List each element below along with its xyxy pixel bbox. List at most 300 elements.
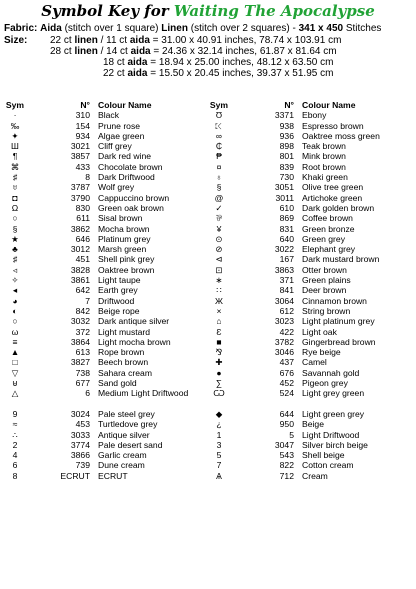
symbol-glyph: ₱ (216, 151, 222, 162)
key-row (204, 110, 416, 120)
colour-name: Camel (302, 357, 327, 368)
symbol-glyph: ⤪ (215, 120, 223, 131)
colour-name: Beige (302, 419, 324, 430)
header-name: Colour Name (98, 100, 152, 110)
size-fabric2: aida (130, 46, 151, 57)
symbol-glyph: ω (11, 326, 19, 337)
thread-number: 3051 (274, 182, 294, 193)
thread-number: 730 (279, 172, 294, 183)
colour-name: Elephant grey (302, 244, 356, 255)
key-row (0, 378, 210, 388)
size-line-1 (50, 35, 341, 46)
thread-number: 898 (279, 141, 294, 152)
size-fabric: linen (74, 46, 98, 57)
colour-name: Sand gold (98, 378, 137, 389)
symbol-glyph: ◐ (12, 305, 18, 316)
page-title (0, 2, 416, 20)
thread-number: 524 (279, 388, 294, 399)
thread-number: 3790 (70, 192, 90, 203)
symbol-glyph: ⊙ (215, 233, 223, 244)
colour-name: Gingerbread brown (302, 336, 376, 347)
size-dims: = 24.36 x 32.14 inches, 61.87 x 81.64 cm (150, 46, 337, 57)
colour-name: Prune rose (98, 120, 141, 131)
thread-number: 3033 (70, 429, 90, 440)
fabric-label: Fabric: (4, 23, 38, 34)
key-row (204, 409, 416, 419)
key-row (0, 131, 210, 141)
symbol-glyph: ‰ (10, 120, 20, 131)
symbol-glyph: § (216, 182, 222, 193)
symbol-glyph: ✧ (11, 275, 19, 286)
colour-name: Light taupe (98, 275, 141, 286)
key-row (0, 121, 210, 131)
colour-name: Cappuccino brown (98, 192, 170, 203)
header-name: Colour Name (302, 100, 356, 110)
key-row (0, 460, 210, 470)
thread-number: 934 (75, 130, 90, 141)
thread-number: 612 (279, 305, 294, 316)
colour-name: Algae green (98, 130, 145, 141)
symbol-glyph: ▲ (10, 347, 20, 358)
thread-number: 677 (75, 378, 90, 389)
colour-name: Turtledove grey (98, 419, 158, 430)
colour-name: Light oak (302, 326, 337, 337)
colour-name: Mink brown (302, 151, 346, 162)
key-row (0, 296, 210, 306)
colour-name: Marsh green (98, 244, 147, 255)
key-row (204, 172, 416, 182)
key-row (0, 162, 210, 172)
thread-number: 712 (279, 470, 294, 481)
size-dims: = 31.00 x 40.91 inches, 78.74 x 103.91 cm (149, 35, 342, 46)
key-row (204, 193, 416, 203)
colour-name: Beige rope (98, 305, 140, 316)
key-row (0, 306, 210, 316)
symbol-glyph: ∞ (215, 130, 223, 141)
key-row (204, 316, 416, 326)
key-row (0, 151, 210, 161)
thread-number: 3866 (70, 450, 90, 461)
symbol-glyph: ★ (11, 233, 19, 244)
colour-name: Olive tree green (302, 182, 364, 193)
thread-number: 6 (85, 388, 90, 399)
key-row (0, 244, 210, 254)
key-row (0, 110, 210, 120)
symbol-glyph: ⅋ (215, 347, 223, 358)
size-fabric2: aida (129, 35, 150, 46)
key-row (204, 440, 416, 450)
thread-number: 869 (279, 213, 294, 224)
size-label: Size: (4, 35, 28, 46)
size-ct: 22 ct (103, 68, 125, 79)
thread-number: 738 (75, 367, 90, 378)
thread-number: 3864 (70, 336, 90, 347)
thread-number: 831 (279, 223, 294, 234)
thread-number: 3032 (70, 316, 90, 327)
thread-number: 422 (279, 326, 294, 337)
symbol-glyph: ¥ (216, 223, 222, 234)
stitches-label: Stitches (345, 23, 382, 34)
thread-number: 3047 (274, 439, 294, 450)
symbol-glyph: 1 (216, 429, 222, 440)
key-row (0, 254, 210, 264)
thread-number: 822 (279, 460, 294, 471)
thread-number: 3828 (70, 264, 90, 275)
symbol-glyph: ◆ (215, 408, 223, 419)
colour-name: Shell beige (302, 450, 345, 461)
colour-name: Antique silver (98, 429, 150, 440)
symbol-glyph: ○ (12, 316, 18, 327)
colour-name: Pale steel grey (98, 408, 155, 419)
symbol-glyph: ✚ (215, 357, 223, 368)
right-symbol-column (204, 100, 416, 481)
colour-name: Green bronze (302, 223, 355, 234)
key-row (0, 265, 210, 275)
key-row (204, 224, 416, 234)
key-row (204, 275, 416, 285)
key-row (0, 419, 210, 429)
thread-number: 640 (279, 233, 294, 244)
symbol-glyph: Ж (215, 295, 223, 306)
colour-name: Light mocha brown (98, 336, 171, 347)
thread-number: 3011 (275, 192, 294, 203)
key-row (204, 306, 416, 316)
key-row (204, 460, 416, 470)
size-fabric: linen (74, 35, 98, 46)
key-row (0, 172, 210, 182)
symbol-glyph: ♣ (12, 244, 18, 255)
header-num: N° (80, 100, 90, 110)
thread-number: 3857 (70, 151, 90, 162)
thread-number: 936 (279, 130, 294, 141)
key-row (204, 203, 416, 213)
key-row (204, 121, 416, 131)
key-row (204, 357, 416, 367)
colour-name: Teak brown (302, 141, 346, 152)
colour-name: Oaktree brown (98, 264, 155, 275)
symbol-glyph: 8 (12, 470, 18, 481)
symbol-glyph: Ѡ (213, 388, 225, 399)
fabric-linen: Linen (161, 23, 188, 34)
symbol-glyph: ♅ (11, 182, 19, 193)
key-row (204, 162, 416, 172)
symbol-glyph: 4 (12, 450, 18, 461)
key-row (0, 316, 210, 326)
thread-number: 801 (279, 151, 294, 162)
thread-number: 437 (279, 357, 294, 368)
key-row (0, 450, 210, 460)
colour-name: Earth grey (98, 285, 138, 296)
symbol-glyph: △ (11, 388, 19, 399)
thread-number: 842 (75, 305, 90, 316)
symbol-glyph: ♯ (12, 254, 18, 265)
colour-name: Sahara cream (98, 367, 152, 378)
key-row (204, 368, 416, 378)
key-row (0, 388, 210, 409)
column-headers (204, 100, 416, 110)
symbol-glyph: ♁ (215, 172, 223, 183)
symbol-glyph: ✦ (11, 130, 19, 141)
colour-name: Cream (302, 470, 328, 481)
colour-name: Dark mustard brown (302, 254, 380, 265)
symbol-glyph: ⅌ (216, 213, 222, 224)
size-line-4 (103, 68, 333, 79)
thread-number: 154 (75, 120, 90, 131)
size-dims: = 15.50 x 20.45 inches, 39.37 x 51.95 cm (147, 68, 334, 79)
key-row (0, 471, 210, 481)
colour-name: Garlic cream (98, 450, 147, 461)
colour-name: Sisal brown (98, 213, 143, 224)
colour-name: Cotton cream (302, 460, 354, 471)
key-row (204, 296, 416, 306)
thread-number: 3774 (70, 439, 90, 450)
thread-number: 433 (75, 161, 90, 172)
key-row (0, 430, 210, 440)
key-row (0, 337, 210, 347)
symbol-glyph: 5 (216, 450, 222, 461)
symbol-glyph: ⌘ (10, 161, 20, 172)
colour-name: Light grey green (302, 388, 365, 399)
title-prefix: Symbol Key for (41, 2, 174, 20)
symbol-glyph: ♯ (12, 172, 18, 183)
colour-name: Light mustard (98, 326, 151, 337)
colour-name: Pigeon grey (302, 378, 348, 389)
colour-name: Artichoke green (302, 192, 363, 203)
key-row (204, 471, 416, 481)
symbol-glyph: × (216, 305, 222, 316)
colour-name: Light green grey (302, 408, 365, 419)
colour-name: Wolf grey (98, 182, 135, 193)
colour-name: Mocha brown (98, 223, 150, 234)
symbol-glyph: 6 (12, 460, 18, 471)
thread-number: 5 (289, 429, 294, 440)
thread-number: 676 (279, 367, 294, 378)
size-ct: 22 ct (50, 35, 72, 46)
thread-number: 3046 (274, 347, 294, 358)
colour-name: Green oak brown (98, 202, 164, 213)
key-row (0, 234, 210, 244)
symbol-glyph: ¤ (216, 161, 222, 172)
key-row (204, 337, 416, 347)
thread-number: 452 (279, 378, 294, 389)
symbol-glyph: ¶ (12, 151, 18, 162)
key-row (204, 285, 416, 295)
symbol-glyph: ∑ (215, 378, 223, 389)
stitch-count: 341 x 450 (298, 23, 344, 34)
key-row (0, 275, 210, 285)
thread-number: 610 (279, 202, 294, 213)
thread-number: 3862 (70, 223, 90, 234)
key-row (204, 254, 416, 264)
key-row (0, 440, 210, 450)
symbol-glyph: ⊲ (215, 254, 223, 265)
thread-number: 3021 (70, 141, 90, 152)
symbol-glyph: ■ (216, 336, 222, 347)
key-row (0, 347, 210, 357)
colour-name: Medium Light Driftwood (98, 388, 189, 399)
key-row (204, 430, 416, 440)
thread-number: ECRUT (60, 470, 90, 481)
colour-name: Rope brown (98, 347, 145, 358)
thread-number: 3782 (274, 336, 294, 347)
fabric-linen-note: (stitch over 2 squares) - (190, 23, 296, 34)
symbol-glyph: Ω (11, 202, 19, 213)
fabric-line (4, 23, 381, 34)
colour-name: Green grey (302, 233, 345, 244)
colour-name: Ebony (302, 110, 327, 121)
thread-number: 611 (76, 213, 90, 224)
thread-number: 830 (75, 202, 90, 213)
symbol-glyph: ≈ (12, 419, 18, 430)
colour-name: Deer brown (302, 285, 347, 296)
thread-number: 841 (279, 285, 294, 296)
colour-name: Silver birch beige (302, 439, 368, 450)
symbol-glyph: ¿ (216, 419, 222, 430)
symbol-glyph: ⊎ (11, 378, 19, 389)
size-line-3 (103, 57, 333, 68)
colour-name: String brown (302, 305, 351, 316)
symbol-glyph: ▽ (11, 367, 19, 378)
colour-name: Espresso brown (302, 120, 364, 131)
key-row (204, 131, 416, 141)
thread-number: 3827 (70, 357, 90, 368)
colour-name: Shell pink grey (98, 254, 155, 265)
colour-name: Platinum grey (98, 233, 151, 244)
left-symbol-column (0, 100, 210, 481)
colour-name: Beech brown (98, 357, 149, 368)
colour-name: Otter brown (302, 264, 347, 275)
symbol-glyph: ○ (12, 213, 18, 224)
colour-name: Chocolate brown (98, 161, 163, 172)
thread-number: 543 (279, 450, 294, 461)
thread-number: 453 (75, 419, 90, 430)
key-row (0, 213, 210, 223)
thread-number: 8 (85, 172, 90, 183)
symbol-glyph: 2 (12, 439, 18, 450)
symbol-glyph: Ѧ (216, 470, 222, 481)
column-headers (0, 100, 210, 110)
symbol-glyph: Ɛ (216, 326, 222, 337)
fabric-aida: Aida (40, 23, 62, 34)
thread-number: 642 (75, 285, 90, 296)
symbol-glyph: ◘ (12, 192, 18, 203)
colour-name: ECRUT (98, 470, 128, 481)
fabric-aida-note: (stitch over 1 square) (64, 23, 159, 34)
symbol-glyph: ◂ (12, 285, 18, 296)
key-row (0, 357, 210, 367)
thread-number: 167 (279, 254, 294, 265)
key-row (0, 409, 210, 419)
colour-name: Light Driftwood (302, 429, 360, 440)
pattern-name: Waiting The Apocalypse (173, 2, 375, 20)
colour-name: Oaktree moss green (302, 130, 380, 141)
size-ct: 18 ct (103, 57, 125, 68)
key-row (204, 182, 416, 192)
thread-number: 646 (75, 233, 90, 244)
colour-name: Black (98, 110, 120, 121)
colour-name: Cliff grey (98, 141, 132, 152)
colour-name: Pale desert sand (98, 439, 163, 450)
key-row (204, 265, 416, 275)
colour-name: Cinnamon brown (302, 295, 367, 306)
colour-name: Root brown (302, 161, 346, 172)
key-row (0, 203, 210, 213)
key-row (0, 327, 210, 337)
key-row (0, 224, 210, 234)
key-row (0, 141, 210, 151)
thread-number: 950 (279, 419, 294, 430)
header-sym: Sym (5, 100, 25, 110)
size-ct: 28 ct (50, 46, 72, 57)
colour-name: Dune cream (98, 460, 145, 471)
key-row (0, 285, 210, 295)
symbol-glyph: Ʊ (215, 110, 223, 121)
key-row (0, 193, 210, 203)
thread-number: 3787 (70, 182, 90, 193)
colour-name: Dark golden brown (302, 202, 375, 213)
header-num: N° (284, 100, 294, 110)
symbol-glyph: ✓ (215, 202, 223, 213)
thread-number: 3863 (274, 264, 294, 275)
thread-number: 451 (75, 254, 90, 265)
size-sep: / 11 ct (97, 35, 130, 46)
thread-number: 3012 (70, 244, 90, 255)
key-row (204, 141, 416, 151)
size-fabric: aida (127, 68, 148, 79)
key-row (0, 182, 210, 192)
symbol-glyph: · (13, 110, 17, 121)
symbol-glyph: ∗ (215, 275, 223, 286)
key-row (204, 234, 416, 244)
symbol-glyph: ⊘ (215, 244, 223, 255)
key-row (204, 213, 416, 223)
symbol-glyph: 9 (12, 408, 18, 419)
symbol-glyph: Ш (11, 141, 19, 152)
colour-name: Dark Driftwood (98, 172, 155, 183)
key-row (204, 327, 416, 337)
key-row (204, 378, 416, 388)
key-row (204, 388, 416, 409)
key-row (204, 347, 416, 357)
key-row (204, 151, 416, 161)
thread-number: 3861 (70, 275, 90, 286)
symbol-glyph: ∷ (216, 285, 222, 296)
thread-number: 3371 (274, 110, 294, 121)
key-row (0, 368, 210, 378)
size-line-2 (50, 46, 337, 57)
thread-number: 839 (279, 161, 294, 172)
thread-number: 7 (85, 295, 90, 306)
symbol-glyph: 3 (216, 439, 222, 450)
colour-name: Green plains (302, 275, 351, 286)
colour-name: Khaki green (302, 172, 348, 183)
thread-number: 613 (75, 347, 90, 358)
colour-name: Savannah gold (302, 367, 360, 378)
symbol-glyph: ∴ (12, 429, 18, 440)
thread-number: 3024 (70, 408, 90, 419)
symbol-glyph: □ (12, 357, 18, 368)
symbol-glyph: ● (216, 367, 222, 378)
colour-name: Driftwood (98, 295, 135, 306)
symbol-glyph: @ (214, 192, 224, 203)
symbol-glyph: ₵ (215, 141, 223, 152)
thread-number: 372 (75, 326, 90, 337)
symbol-glyph: ◃ (12, 264, 18, 275)
thread-number: 644 (279, 408, 294, 419)
thread-number: 3023 (274, 316, 294, 327)
symbol-glyph: ⌂ (216, 316, 222, 327)
size-sep: / 14 ct (97, 46, 131, 57)
